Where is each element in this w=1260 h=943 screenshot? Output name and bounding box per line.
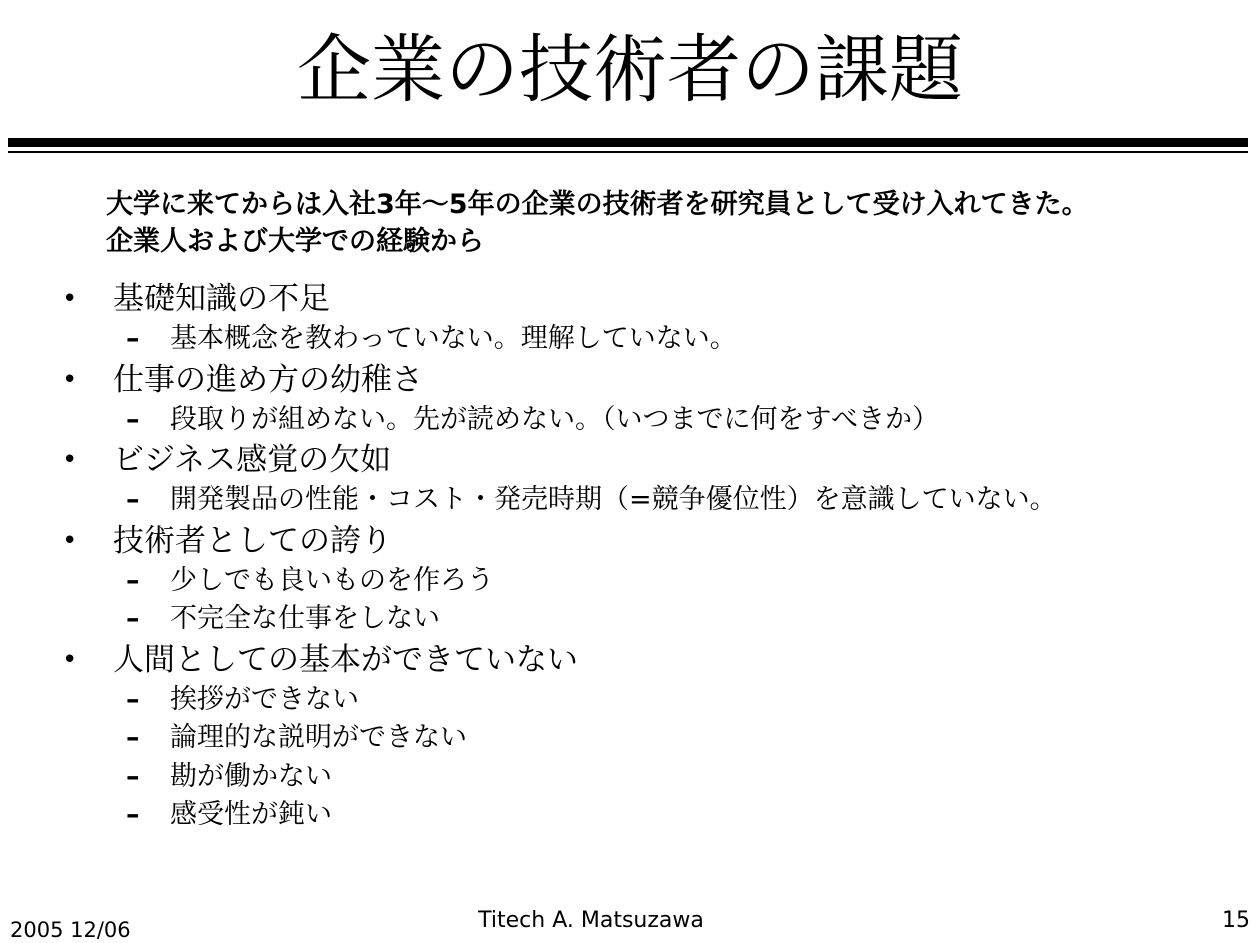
sub-bullet-text: 勘が働かない <box>170 760 332 792</box>
sub-bullet-item <box>0 320 1260 359</box>
intro-text <box>106 186 1246 260</box>
bullet-text: 基礎知識の不足 <box>113 281 330 317</box>
bullet-text: 技術者としての誇り <box>113 522 392 559</box>
bullet-item <box>0 639 1260 835</box>
bullet-text: 仕事の進め方の幼稚さ <box>113 361 423 398</box>
sub-bullet-list <box>0 320 1260 359</box>
sub-bullet-text: 基本概念を教わっていない。理解していない。 <box>170 323 737 354</box>
dash-icon: – <box>126 799 140 830</box>
bullet-dot-icon: • <box>62 644 78 675</box>
page-number: 15 <box>1222 908 1250 933</box>
sub-bullet-text: 段取りが組めない。先が読めない。（いつまでに何をすべきか） <box>170 403 939 435</box>
footer-date: 2005 12/06 <box>10 918 131 942</box>
bullet-dot-icon: • <box>62 284 78 314</box>
dash-icon: – <box>126 683 140 715</box>
sub-bullet-text: 少しでも良いものを作ろう <box>170 564 494 596</box>
sub-bullet-item <box>0 562 1260 601</box>
sub-bullet-text: 感受性が鈍い <box>170 799 332 830</box>
bullet-dot-icon: • <box>62 364 78 395</box>
dash-icon: – <box>126 722 140 753</box>
sub-bullet-text: 開発製品の性能・コスト・発売時期（=競争優位性）を意識していない。 <box>170 484 1057 515</box>
title-divider-thin <box>8 151 1248 153</box>
dash-icon: – <box>126 403 140 435</box>
bullet-text: 人間としての基本ができていない <box>113 641 578 678</box>
sub-bullet-list <box>0 401 1260 440</box>
sub-bullet-item <box>0 401 1260 440</box>
dash-icon: – <box>126 760 140 792</box>
bullet-item <box>0 439 1260 520</box>
bullet-dot-icon: • <box>62 445 78 475</box>
sub-bullet-item <box>0 600 1260 639</box>
dash-icon: – <box>126 564 140 596</box>
sub-bullet-text: 挨拶ができない <box>170 683 359 715</box>
title-divider-thick <box>8 138 1248 147</box>
sub-bullet-list <box>0 481 1260 520</box>
bullet-item <box>0 278 1260 359</box>
sub-bullet-item <box>0 681 1260 720</box>
bullet-dot-icon: • <box>62 525 78 556</box>
sub-bullet-item <box>0 796 1260 835</box>
sub-bullet-item <box>0 719 1260 758</box>
sub-bullet-list <box>0 562 1260 639</box>
slide-title: 企業の技術者の課題 <box>297 27 963 113</box>
dash-icon: – <box>126 323 140 354</box>
sub-bullet-item <box>0 758 1260 797</box>
bullet-text: ビジネス感覚の欠如 <box>113 442 392 478</box>
dash-icon: – <box>126 603 140 634</box>
sub-bullet-text: 論理的な説明ができない <box>170 722 467 753</box>
sub-bullet-item <box>0 481 1260 520</box>
bullet-item <box>0 520 1260 639</box>
dash-icon: – <box>126 484 140 515</box>
footer-author: Titech A. Matsuzawa <box>478 908 704 933</box>
sub-bullet-text: 不完全な仕事をしない <box>170 603 440 634</box>
bullet-item <box>0 359 1260 440</box>
sub-bullet-list <box>0 681 1260 835</box>
bullet-list <box>0 278 1260 835</box>
intro-line: 企業人および大学での経験から <box>106 226 484 257</box>
intro-line: 大学に来てからは入社3年～5年の企業の技術者を研究員として受け入れてきた。 <box>106 189 1089 220</box>
